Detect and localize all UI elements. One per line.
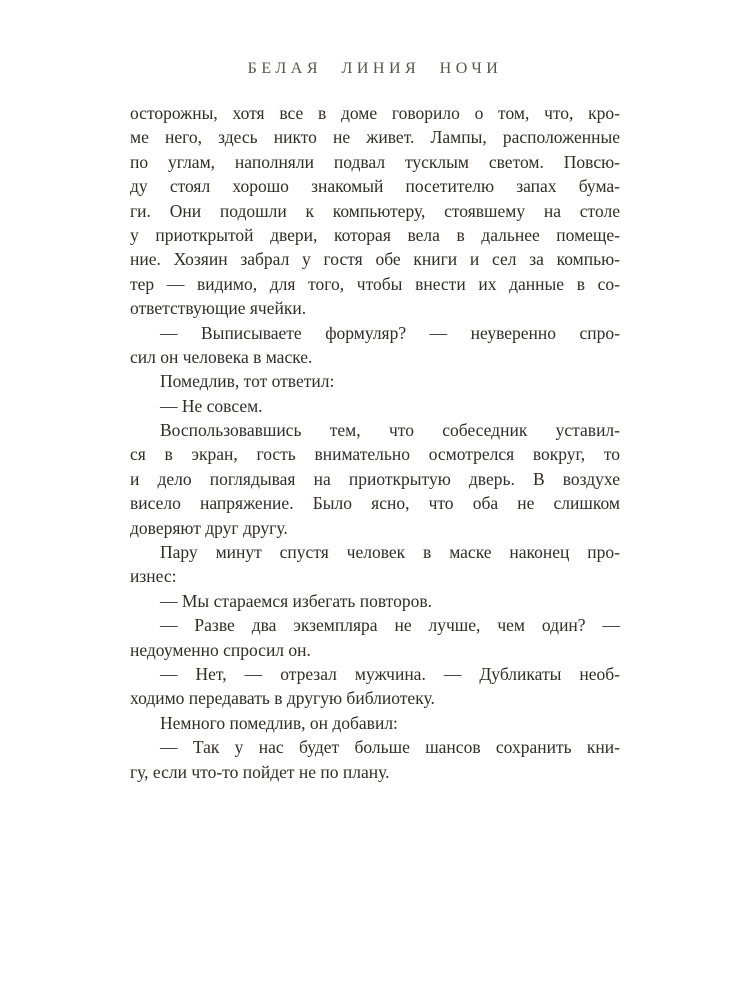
text-line: осторожны, хотя все в доме говорило о том, что, кро- <box>130 103 620 123</box>
text-line: Помедлив, тот ответил: <box>160 371 335 392</box>
text-line: по углам, наполняли подвал тусклым светом. Повсю- <box>130 151 620 172</box>
text-line: ходимо передавать в другую библиотеку. <box>130 688 435 709</box>
text-line: недоуменно спросил он. <box>130 639 311 660</box>
text-line: ме него, здесь никто не живет. Лампы, расположенные <box>130 127 620 148</box>
text-line: гу, если что-то пойдет не по плану. <box>130 761 390 782</box>
text-line: сил он человека в маске. <box>130 346 313 367</box>
text-line: Немного помедлив, он добавил: <box>160 712 398 733</box>
text-line: ответствующие ячейки. <box>130 298 307 319</box>
text-line: и дело поглядывая на приоткрытую дверь. В воздухе <box>130 468 620 489</box>
text-line: доверяют друг другу. <box>130 517 288 538</box>
text-line: тер — видимо, для того, чтобы внести их данные в со- <box>130 273 620 294</box>
text-line: изнес: <box>130 566 177 587</box>
text-line: — Не совсем. <box>160 395 263 416</box>
text-line: ги. Они подошли к компьютеру, стоявшему на столе <box>130 200 620 221</box>
body-text <box>130 101 620 784</box>
text-line: висело напряжение. Было ясно, что оба не слишком <box>130 493 620 514</box>
text-line: ние. Хозяин забрал у гостя обе книги и сел за компью- <box>130 249 620 270</box>
text-line: у приоткрытой двери, которая вела в дальнее помеще- <box>130 224 620 245</box>
text-line: — Так у нас будет больше шансов сохранить кни- <box>160 737 620 758</box>
text-line: ду стоял хорошо знакомый посетителю запах бума- <box>130 176 620 197</box>
text-line: Воспользовавшись тем, что собеседник уставил- <box>160 420 620 441</box>
running-header: БЕЛАЯ ЛИНИЯ НОЧИ <box>247 60 503 77</box>
text-line: ся в экран, гость внимательно осмотрелся вокруг, то <box>130 444 620 465</box>
text-line: — Выписываете формуляр? — неуверенно спро- <box>160 322 620 343</box>
text-line: — Мы стараемся избегать повторов. <box>160 590 432 611</box>
text-line: Пару минут спустя человек в маске наконец про- <box>160 542 620 563</box>
text-line: — Нет, — отрезал мужчина. — Дубликаты необ- <box>160 663 620 684</box>
text-line: — Разве два экземпляра не лучше, чем один? — <box>160 615 620 636</box>
